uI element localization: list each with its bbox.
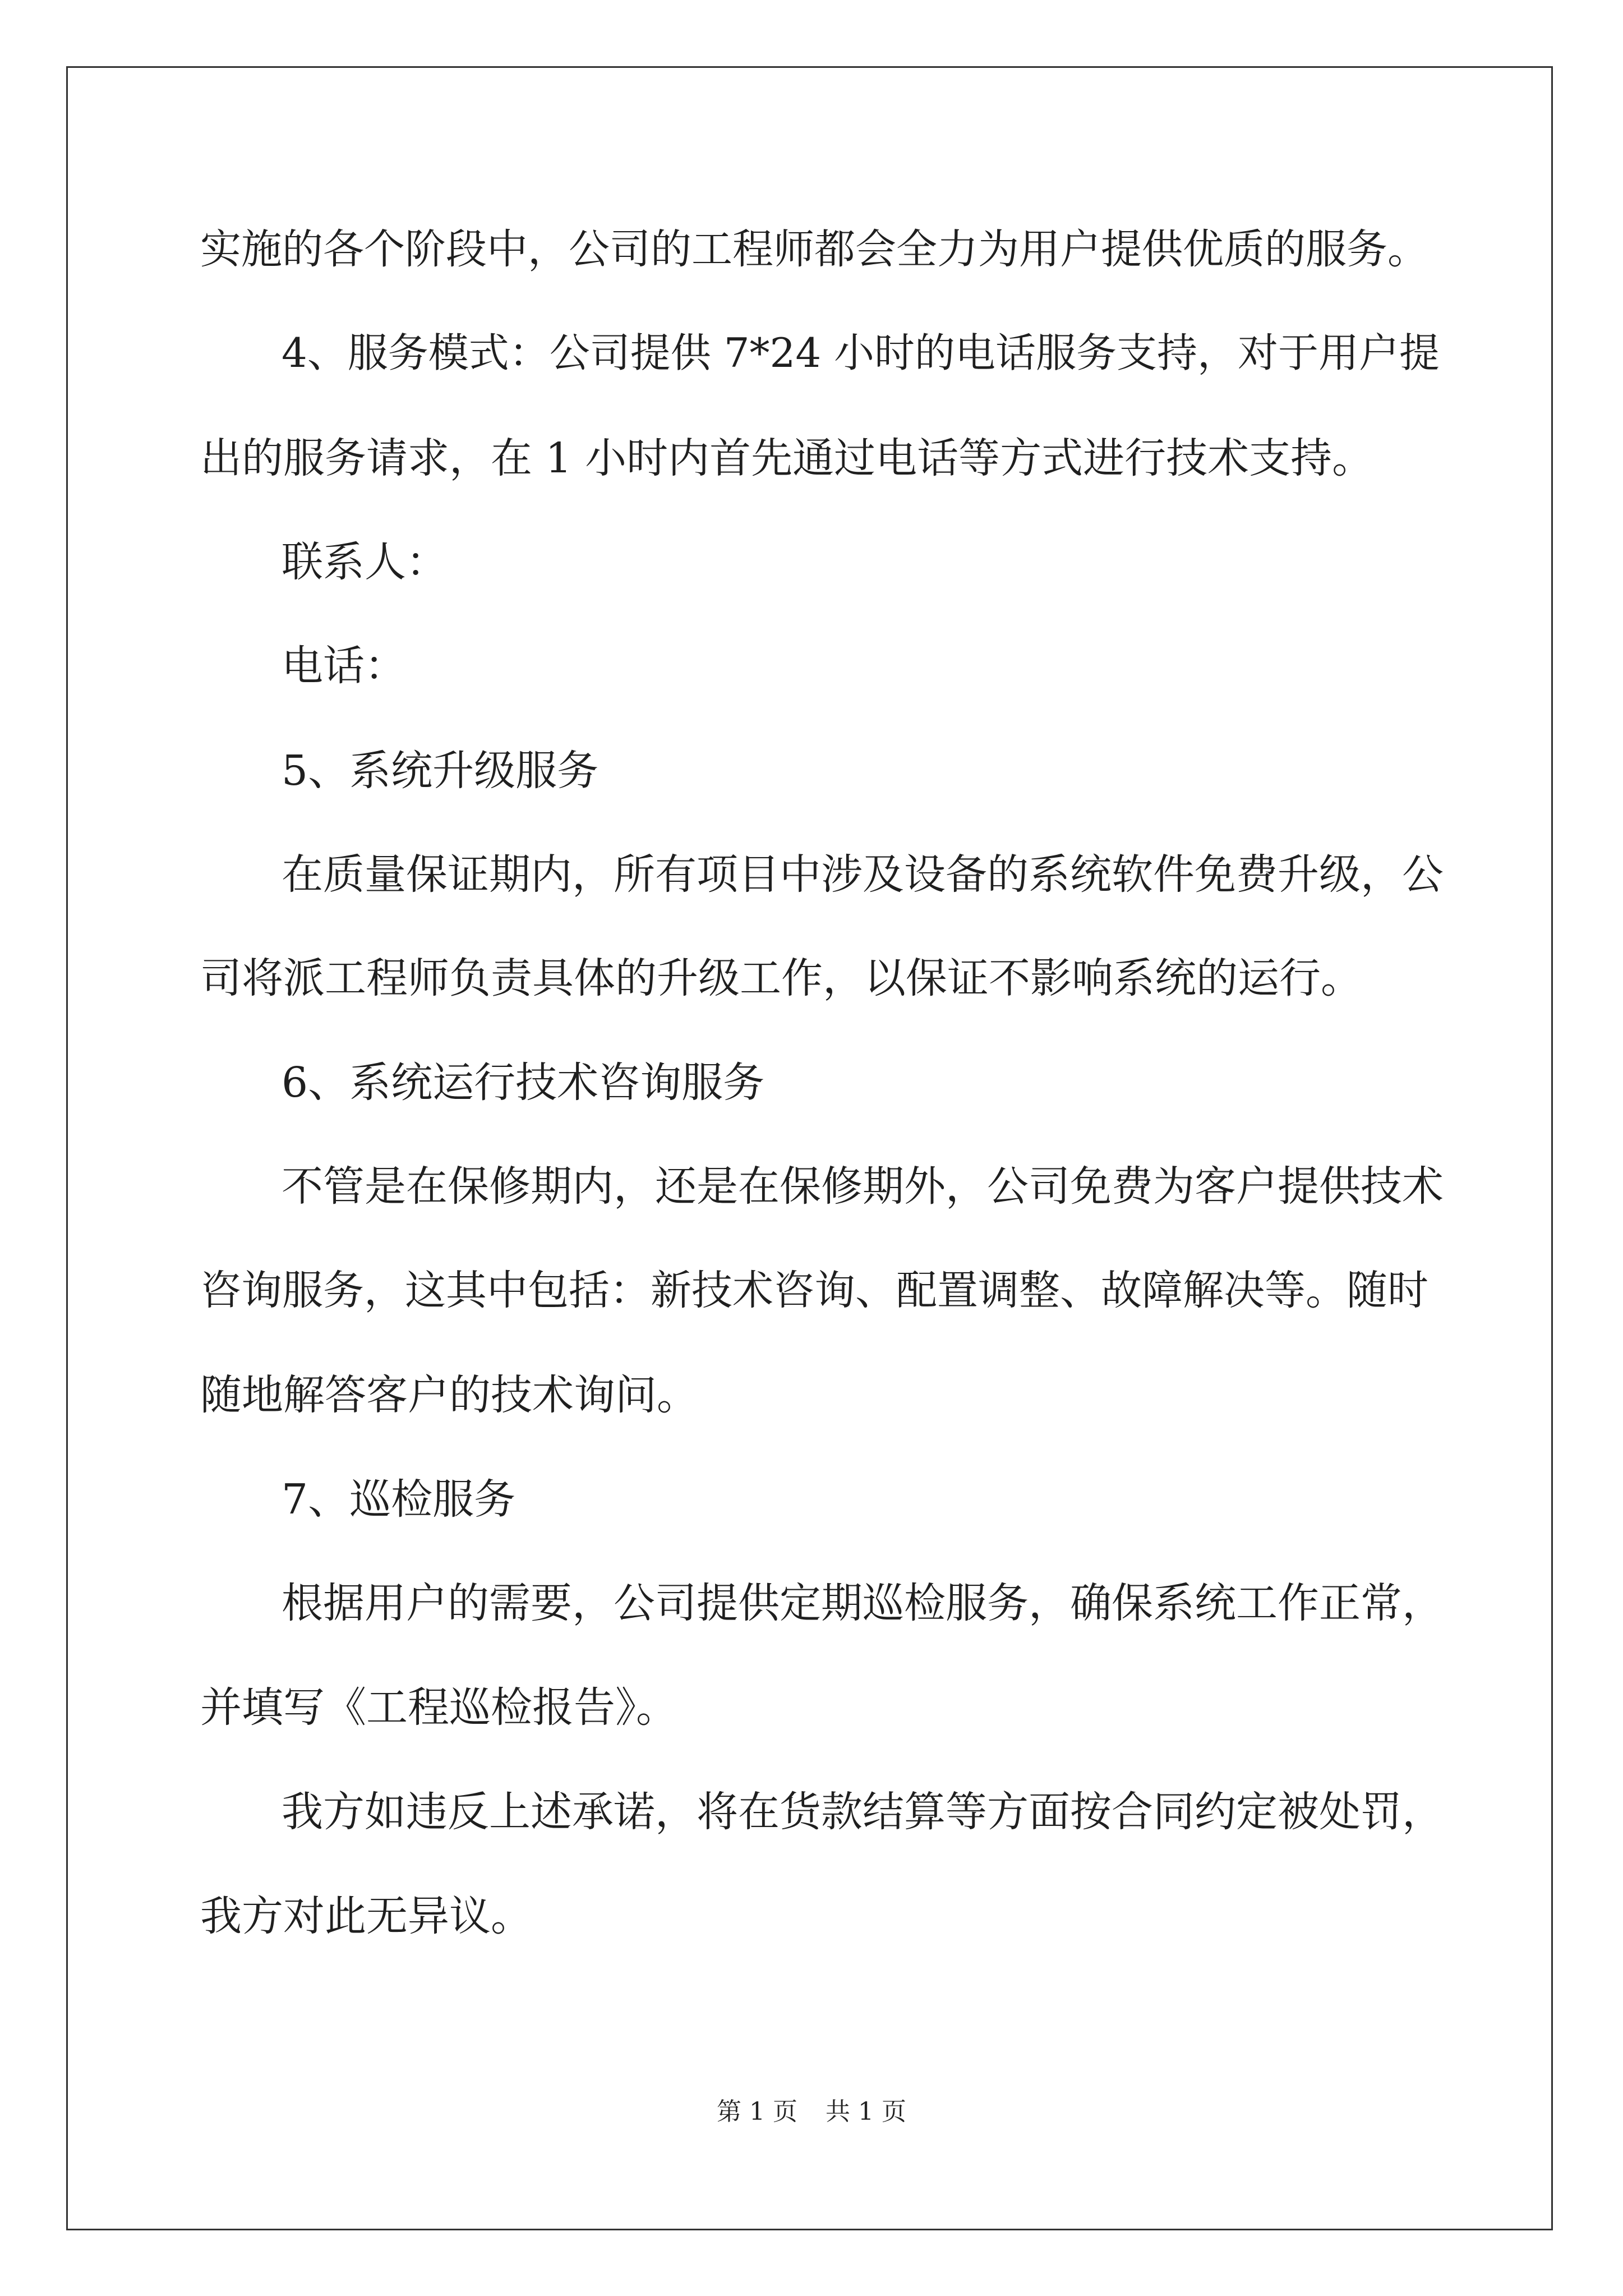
text-line-12: 随地解答客户的技术询问。 xyxy=(200,1371,698,1419)
text-line-2: 4、服务模式：公司提供 7*24 小时的电话服务支持，对于用户提 xyxy=(282,329,1440,376)
section-heading-6: 6、系统运行技术咨询服务 xyxy=(282,1059,765,1107)
text-line-14: 根据用户的需要，公司提供定期巡检服务，确保系统工作正常， xyxy=(282,1579,1444,1627)
text-line-3: 出的服务请求，在 1 小时内首先通过电话等方式进行技术支持。 xyxy=(200,434,1374,482)
text-line-10: 不管是在保修期内，还是在保修期外，公司免费为客户提供技术 xyxy=(282,1162,1444,1211)
text-line-7: 在质量保证期内，所有项目中涉及设备的系统软件免费升级，公 xyxy=(282,850,1444,899)
text-line-1: 实施的各个阶段中，公司的工程师都会全力为用户提供优质的服务。 xyxy=(200,226,1428,273)
text-line-15: 并填写《工程巡检报告》。 xyxy=(200,1683,677,1732)
page-total: 共 1 页 xyxy=(826,2097,906,2126)
page-number: 第 1 页 xyxy=(717,2097,797,2126)
phone-label: 电话： xyxy=(282,642,406,690)
text-line-17: 我方对此无异议。 xyxy=(200,1892,532,1940)
text-line-8: 司将派工程师负责具体的升级工作，以保证不影响系统的运行。 xyxy=(200,954,1362,1002)
text-line-16: 我方如违反上述承诺，将在货款结算等方面按合同约定被处罚， xyxy=(282,1788,1444,1836)
contact-person-label: 联系人： xyxy=(282,538,448,586)
section-heading-7: 7、巡检服务 xyxy=(282,1475,516,1524)
text-line-11: 咨询服务，这其中包括：新技术咨询、配置调整、故障解决等。随时 xyxy=(200,1267,1428,1314)
section-heading-5: 5、系统升级服务 xyxy=(282,747,599,795)
page-footer xyxy=(0,2097,1623,2126)
